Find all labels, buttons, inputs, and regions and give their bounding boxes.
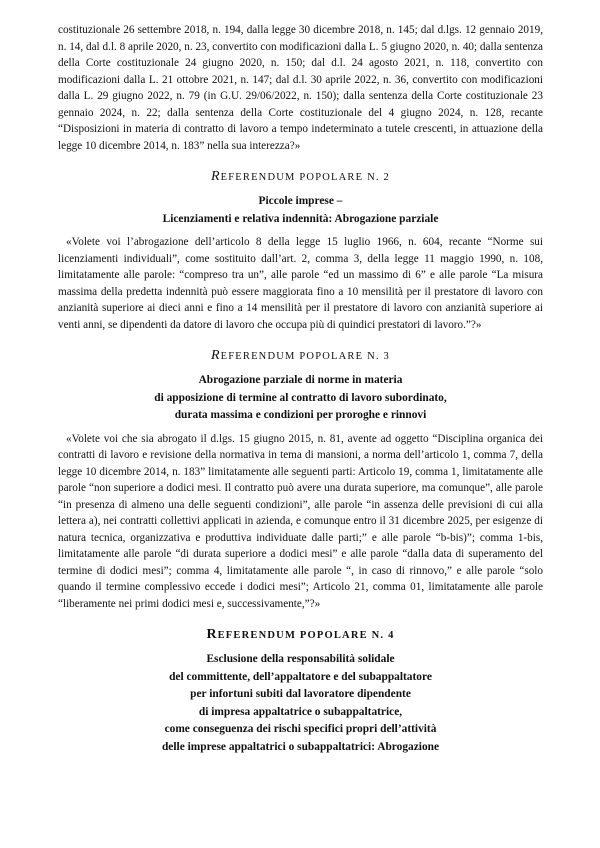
title-line: Piccole imprese –	[258, 195, 343, 207]
referendum-4-heading: REFERENDUM POPOLARE N. 4	[206, 627, 395, 642]
referendum-3-question: «Volete voi che sia abrogato il d.lgs. 15 giugno 2015, n. 81, avente ad oggetto “Disciplina organica dei contratti di lavoro e revisione della normativa in tema di mansioni, a norma dell’articolo 1, comma 7, della legge 10 dicembre 2014, n. 183” limitatamente alle seguenti parti: Articolo 19, comma 1, limitatamente alle parole “non superiore a dodici mesi. Il contratto può avere una durata superiore, ma comunque”, alle parole “in presenza di almeno una delle seguenti condizioni”, alle parole “in assenza delle previsioni di cui alla lettera a), nei contratti collettivi applicati in azienda, e comunque entro il 31 dicembre 2025, per esigenze di natura tecnica, organizzativa e produttiva individuate dalle parti;” e alle parole “b-bis)”; comma 1-bis, limitatamente alle parole “di durata superiore a dodici mesi” e alle parole “dalla data di superamento del termine di dodici mesi”; comma 4, limitatamente alle parole “, in caso di rinnovo,” e alle parole “solo quando il termine complessivo eccede i dodici mesi”; Articolo 21, comma 01, limitatamente alle parole “liberamente nei primi dodici mesi e, successivamente,”?»	[58, 432, 543, 610]
referendum-3-heading: REFERENDUM POPOLARE N. 3	[211, 348, 390, 363]
title-line: come conseguenza dei rischi specifici propri dell’attività	[164, 723, 437, 735]
title-line: Licenziamenti e relativa indennità: Abrogazione parziale	[162, 212, 439, 225]
title-line: del committente, dell’appaltatore e del subappaltatore	[169, 670, 432, 683]
referendum-2-question: «Volete voi l’abrogazione dell’articolo 8 della legge 15 luglio 1966, n. 604, recante “Norme sui licenziamenti individuali”, come sostituito dall’art. 2, comma 3, della legge 11 maggio 1990, n. 108, limitatamente alle parole: “compreso tra un”, alle parole “ed un massimo di 6” e alle parole “La misura massima della predetta indennità può essere maggiorata fino a 10 mensilità per il prestatore di lavoro con anzianità superiore ai dieci anni e fino a 14 mensilità per il prestatore di lavoro con anzianità superiore ai venti anni, se dipendenti da datore di lavoro che occupa più di quindici prestatori di lavoro.”?»	[58, 236, 543, 331]
title-line: per infortuni subiti dal lavoratore dipendente	[190, 688, 411, 700]
document-page	[58, 22, 543, 762]
intro-paragraph: costituzionale 26 settembre 2018, n. 194, dalla legge 30 dicembre 2018, n. 145; dal d.lgs. 12 gennaio 2019, n. 14, dal d.l. 8 aprile 2020, n. 23, convertito con modificazioni dalla L. 5 giugno 2020, n. 40; dalla sentenza della Corte costituzionale 24 giugno 2020, n. 150; dal d.l. 24 agosto 2021, n. 118, convertito con modificazioni dalla L. 21 ottobre 2021, n. 147; dal d.l. 30 aprile 2022, n. 36, convertito con modificazioni dalla L. 29 giugno 2022, n. 79 (in G.U. 29/06/2022, n. 150); dalla sentenza della Corte costituzionale 23 gennaio 2024, n. 22; dalla sentenza della Corte costituzionale del 4 giugno 2024, n. 128, recante “Disposizioni in materia di contratto di lavoro a tempo indeterminato a tutele crescenti, in attuazione della legge 10 dicembre 2014, n. 183” nella sua interezza?»	[58, 24, 543, 152]
referendum-4-title	[58, 651, 543, 756]
referendum-3-title	[58, 372, 543, 425]
title-line: durata massima e condizioni per proroghe e rinnovi	[174, 409, 427, 421]
referendum-2-heading: REFERENDUM POPOLARE N. 2	[211, 169, 390, 184]
title-line: di impresa appaltatrice o subappaltatrice,	[198, 705, 403, 718]
title-line: Esclusione della responsabilità solidale	[206, 653, 395, 665]
title-line: di apposizione di termine al contratto di lavoro subordinato,	[154, 391, 447, 404]
title-line: delle imprese appaltatrici o subappaltatrici: Abrogazione	[161, 740, 440, 753]
referendum-2-title	[58, 193, 543, 228]
title-line: Abrogazione parziale di norme in materia	[198, 374, 403, 386]
